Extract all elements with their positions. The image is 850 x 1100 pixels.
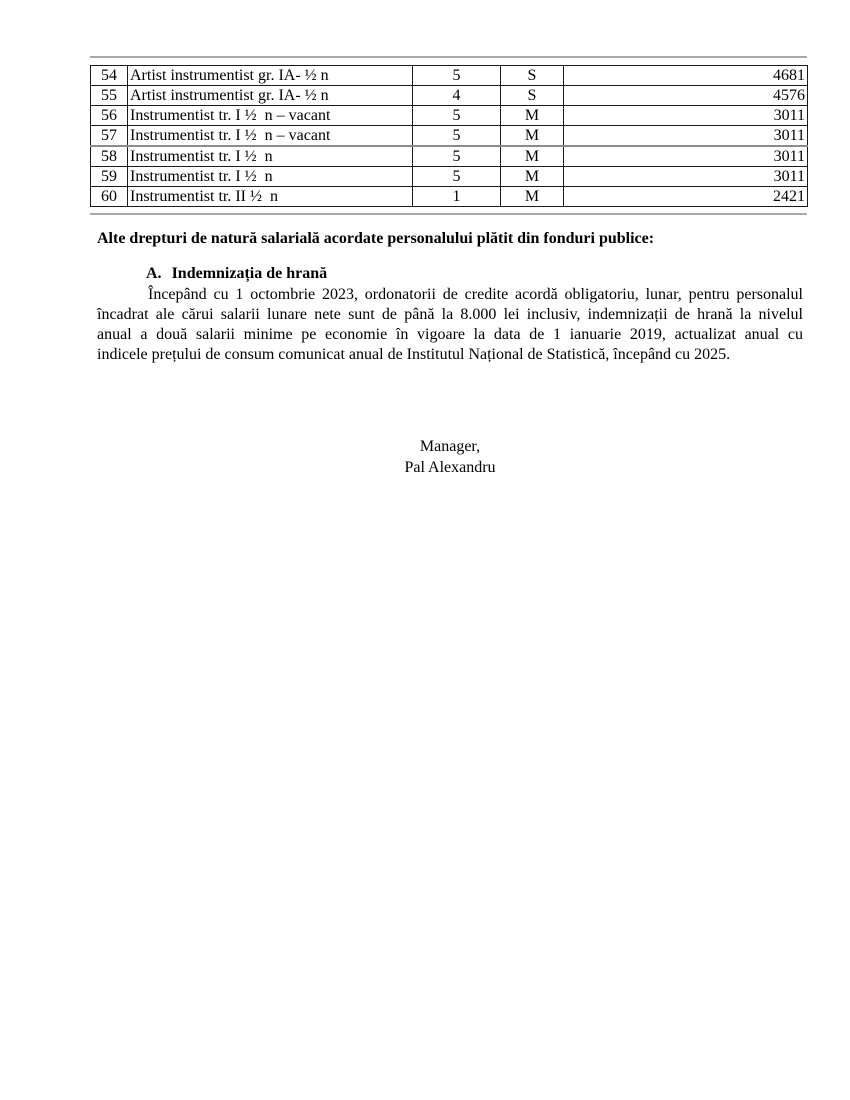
table-continuation-rule-bottom [90, 213, 807, 215]
cell-position: Instrumentist tr. I ½ n [128, 146, 413, 167]
cell-salary: 3011 [564, 146, 808, 167]
item-a-label: A. [146, 265, 162, 282]
cell-salary: 4681 [564, 66, 808, 86]
table-row [91, 66, 808, 86]
item-a-paragraph [97, 285, 803, 365]
cell-grade: 5 [413, 167, 501, 187]
cell-study-level: S [501, 66, 564, 86]
cell-position: Instrumentist tr. I ½ n [128, 167, 413, 187]
section-heading: Alte drepturi de natură salarială acordate personalului plătit din fonduri publice: [97, 230, 655, 247]
cell-study-level: S [501, 86, 564, 106]
table-row [91, 106, 808, 126]
table-row [91, 167, 808, 187]
cell-position: Instrumentist tr. I ½ n – vacant [128, 106, 413, 126]
cell-salary: 2421 [564, 187, 808, 207]
cell-row-number: 60 [91, 187, 128, 207]
cell-row-number: 57 [91, 126, 128, 147]
table-row [91, 187, 808, 207]
cell-grade: 5 [413, 126, 501, 147]
cell-position: Instrumentist tr. I ½ n – vacant [128, 126, 413, 147]
item-a-title: Indemnizația de hrană [171, 265, 328, 282]
cell-study-level: M [501, 126, 564, 147]
cell-position: Artist instrumentist gr. IA- ½ n [128, 66, 413, 86]
cell-grade: 5 [413, 66, 501, 86]
cell-study-level: M [501, 167, 564, 187]
cell-salary: 4576 [564, 86, 808, 106]
cell-position: Artist instrumentist gr. IA- ½ n [128, 86, 413, 106]
cell-grade: 5 [413, 146, 501, 167]
signature-name: Pal Alexandru [404, 459, 496, 476]
cell-salary: 3011 [564, 126, 808, 147]
table-row [91, 146, 808, 167]
paragraph-line: încadrat ale cărui salarii lunare nete sunt de până la 8.000 lei inclusiv, indemnizații de hrană la nivelul [97, 306, 803, 323]
cell-row-number: 58 [91, 146, 128, 167]
table-row [91, 86, 808, 106]
cell-row-number: 56 [91, 106, 128, 126]
cell-study-level: M [501, 146, 564, 167]
cell-salary: 3011 [564, 167, 808, 187]
signature-block [97, 436, 803, 478]
cell-study-level: M [501, 106, 564, 126]
paragraph-line: Începând cu 1 octombrie 2023, ordonatorii de credite acordă obligatoriu, lunar, pentru personalul [148, 286, 803, 303]
paragraph-line: anual a două salarii minime pe economie în vigoare la data de 1 ianuarie 2019, actualizat anual cu [97, 326, 803, 343]
cell-row-number: 55 [91, 86, 128, 106]
signature-role: Manager, [419, 438, 481, 455]
cell-grade: 5 [413, 106, 501, 126]
item-a-heading [146, 264, 327, 284]
cell-grade: 1 [413, 187, 501, 207]
staff-table-body [91, 66, 808, 207]
cell-row-number: 54 [91, 66, 128, 86]
cell-row-number: 59 [91, 167, 128, 187]
table-continuation-rule-top [90, 56, 807, 58]
staff-positions-table [90, 65, 808, 207]
cell-position: Instrumentist tr. II ½ n [128, 187, 413, 207]
paragraph-line: indicele prețului de consum comunicat anual de Institutul Național de Statistică, începând cu 2025. [97, 346, 731, 363]
cell-salary: 3011 [564, 106, 808, 126]
cell-grade: 4 [413, 86, 501, 106]
cell-study-level: M [501, 187, 564, 207]
table-row [91, 126, 808, 147]
